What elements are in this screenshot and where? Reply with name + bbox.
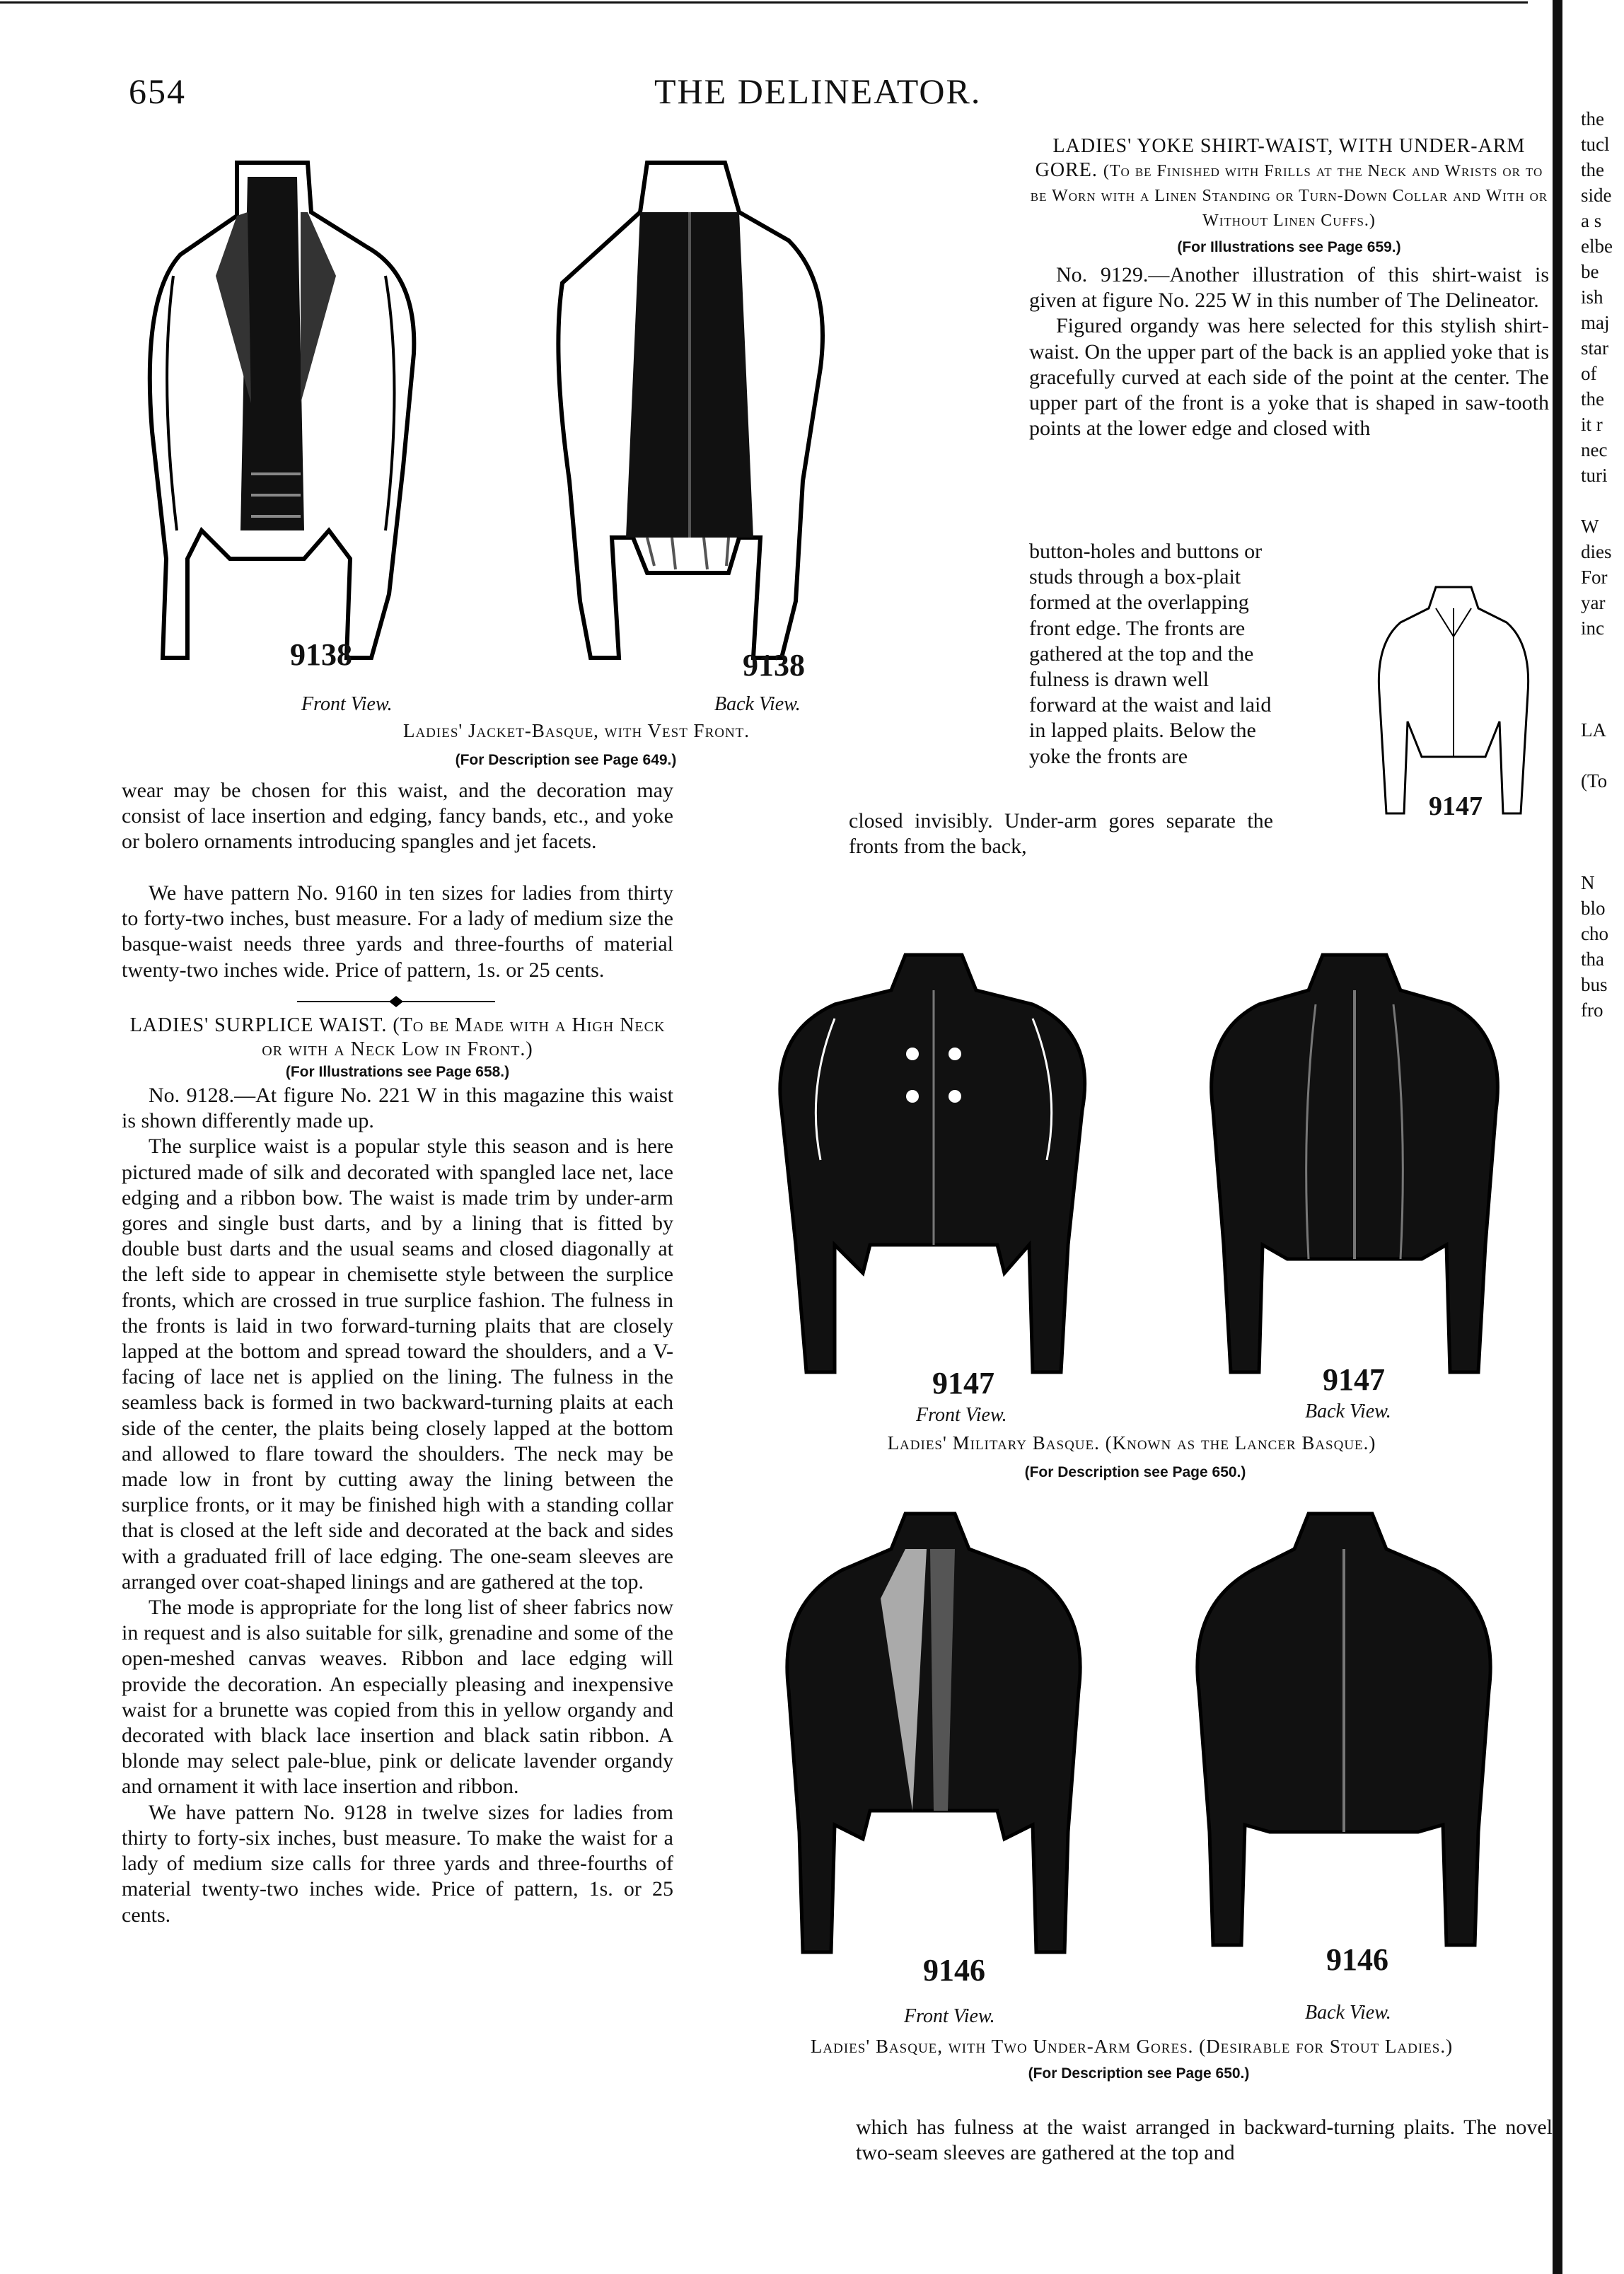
figure-number: 9146 (923, 1953, 985, 1988)
strip-line: nec (1581, 439, 1608, 460)
figure-number: 9146 (1326, 1942, 1388, 1977)
strip-line: of (1581, 363, 1597, 384)
strip-line: N (1581, 872, 1595, 893)
heading-subtitle: (To be Finished with Frills at the Neck and Wrists or to be Worn with a Linen Standing or Turn-Down Collar and With or Without Linen Cuffs.) (1030, 162, 1548, 230)
paragraph: We have pattern No. 9160 in ten sizes for ladies from thirty to forty-two inches, bust measure. For a lady of medium size the basque-waist needs three yards and three-fourths of material twenty-two inches wide. Price of pattern, 1s. or 25 cents. (122, 881, 673, 982)
page-number: 654 (129, 71, 186, 111)
strip-line: LA (1581, 719, 1606, 741)
strip-line: elbe (1581, 236, 1613, 257)
page-title: THE DELINEATOR. (654, 71, 982, 111)
view-label: Back View. (714, 693, 801, 715)
view-label: Front View. (301, 693, 393, 715)
military-basque-front-illustration (764, 948, 1103, 1386)
divider-ornament (297, 996, 495, 1007)
figure-number: 9147 (1323, 1362, 1385, 1397)
top-border (0, 1, 1528, 4)
description-ref: (For Description see Page 650.) (1024, 1464, 1246, 1480)
small-shirt-waist-illustration (1372, 580, 1535, 820)
yoke-section (1029, 134, 1549, 441)
military-basque-back-illustration (1195, 948, 1514, 1386)
paragraph: which has fulness at the waist arranged in backward-turning plaits. The novel two-seam sleeves are gathered at the top and (856, 2116, 1553, 2165)
paragraph: No. 9129.—Another illustration of this shirt-waist is given at figure No. 225 W in this number of The Delineator. (1029, 263, 1549, 313)
strip-line: fro (1581, 999, 1603, 1021)
surplice-section (122, 1014, 673, 1928)
figure-number: 9147 (1429, 791, 1483, 821)
strip-line: side (1581, 185, 1612, 206)
strip-line: ish (1581, 286, 1603, 308)
heading-title: LADIES' YOKE SHIRT-WAIST, WITH UNDER-ARM GORE. (1035, 135, 1526, 181)
jacket-basque-front-illustration (145, 134, 428, 679)
paragraph: wear may be chosen for this waist, and the decoration may consist of lace insertion and edging, fancy bands, etc., and yoke or bolero ornaments introducing spangles and jet facets. (122, 779, 673, 854)
strip-line: tha (1581, 949, 1604, 970)
strip-line: star (1581, 337, 1608, 359)
left-column-upper (122, 778, 673, 855)
strip-line (1581, 819, 1613, 845)
strip-line (1581, 794, 1613, 819)
view-label: Front View. (904, 2005, 995, 2027)
description-ref: (For Description see Page 650.) (1028, 2065, 1250, 2082)
paragraph: Figured organdy was here selected for this stylish shirt-waist. On the upper part of the back is an applied yoke that is gracefully curved at each side of the point at the center. The upper part of the front is a yoke that is shaped in saw-tooth points at the lower edge and closed with (1029, 314, 1549, 441)
strip-line: dies (1581, 541, 1612, 562)
strip-line: (To (1581, 770, 1608, 791)
figure-caption: Ladies' Basque, with Two Under-Arm Gores. (Desirable for Stout Ladies.) (810, 2036, 1454, 2057)
strip-line (1581, 743, 1613, 768)
view-label: Front View. (916, 1404, 1007, 1426)
figure-number: 9147 (932, 1366, 994, 1400)
illustration-ref: (For Illustrations see Page 659.) (1177, 239, 1401, 255)
strip-line (1581, 845, 1613, 870)
heading-title: LADIES' SURPLICE WAIST. (129, 1014, 388, 1036)
strip-line: bus (1581, 974, 1608, 995)
strip-line: inc (1581, 617, 1604, 639)
illustration-ref: (For Illustrations see Page 658.) (285, 1064, 510, 1080)
view-label: Back View. (1305, 2002, 1391, 2024)
view-label: Back View. (1305, 1400, 1391, 1422)
strip-line: the (1581, 159, 1604, 180)
figure-caption: Ladies' Military Basque. (Known as the Lancer Basque.) (887, 1432, 1376, 1454)
paragraph: No. 9128.—At figure No. 221 W in this magazine this waist is shown differently made up. (122, 1084, 673, 1133)
strip-line: W (1581, 516, 1599, 537)
basque-back-illustration (1174, 1507, 1514, 1959)
strip-line: tucl (1581, 134, 1610, 155)
yoke-section-cont2 (849, 808, 1273, 859)
section-heading (1029, 134, 1549, 233)
figure-number: 9138 (743, 648, 805, 683)
description-ref: (For Description see Page 649.) (455, 752, 677, 768)
paragraph: We have pattern No. 9128 in twelve sizes for ladies from thirty to forty-six inches, bust measure. To make the waist for a lady of medium size calls for three yards and three-fourths of material twenty-two inches wide. Price of pattern, 1s. or 25 cents. (122, 1800, 673, 1927)
strip-line (1581, 692, 1613, 717)
paragraph: The surplice waist is a popular style this season and is here pictured made of silk and decorated with spangled lace net, lace edging and a ribbon bow. The waist is made trim by under-arm gores and single bust darts, and by a lining that is fitted by double bust darts and the usual seams and closed diagonally at the left side to appear in chemisette style between the surplice fronts, which are crossed in true surplice fashion. The fulness in the fronts is laid in two forward-turning plaits that are closely lapped at the bottom and spread toward the shoulders, and a V-facing of lace net is applied on the lining. The fulness in the seamless back is formed in two backward-turning plaits at each side of the center, the plaits being closely lapped at the bottom and allowed to flare toward the shoulders. The neck may be made low in front by cutting away the lining between the surplice fronts, or it may be finished high with a standing collar that is closed at the left side and decorated at the back and sides with a graduated frill of lace edging. The one-seam sleeves are arranged over coat-shaped linings and are gathered at the top. (122, 1135, 673, 1594)
strip-line (1581, 666, 1613, 692)
strip-line: be (1581, 261, 1599, 282)
paragraph: button-holes and buttons or studs through a box-plait formed at the overlapping front edge. The fronts are gathered at the top and the fulness is drawn well forward at the waist and laid in lapped plaits. Below the yoke the fronts are (1029, 540, 1272, 768)
section-heading (122, 1014, 673, 1062)
strip-line: yar (1581, 592, 1606, 613)
right-column-bottom (856, 2115, 1553, 2166)
strip-line: cho (1581, 923, 1608, 944)
paragraph: The mode is appropriate for the long list of sheer fabrics now in request and is also suitable for silk, grenadine and some of the open-meshed canvas weaves. Ribbon and lace edging will provide the decoration. An especially pleasing and inexpensive waist for a brunette was copied from this in yellow organdy and decorated with black lace insertion and black satin ribbon. A blonde may select pale-blue, pink or delicate lavender organdy and ornament it with lace insertion and ribbon. (122, 1596, 673, 1799)
strip-line: a s (1581, 210, 1602, 231)
gutter-bar (1553, 0, 1562, 2274)
strip-line: For (1581, 567, 1608, 588)
basque-front-illustration (764, 1507, 1103, 1966)
jacket-basque-back-illustration (541, 141, 838, 679)
strip-line: the (1581, 108, 1604, 129)
strip-line: maj (1581, 312, 1610, 333)
pattern-9160-block (122, 881, 673, 983)
strip-line: blo (1581, 898, 1606, 919)
strip-line: turi (1581, 465, 1608, 486)
strip-line (1581, 641, 1613, 666)
strip-line (1581, 488, 1613, 514)
figure-caption: Ladies' Jacket-Basque, with Vest Front. (402, 720, 750, 741)
strip-line: the (1581, 388, 1604, 410)
strip-line: it r (1581, 414, 1603, 435)
paragraph: closed invisibly. Under-arm gores separate the fronts from the back, (849, 809, 1273, 859)
heading-subtitle: (To be Made with a High Neck or with a Neck Low in Front.) (262, 1014, 666, 1060)
yoke-section-cont (1029, 539, 1273, 770)
adjacent-page-strip (1581, 106, 1613, 1023)
figure-number: 9138 (290, 637, 352, 672)
